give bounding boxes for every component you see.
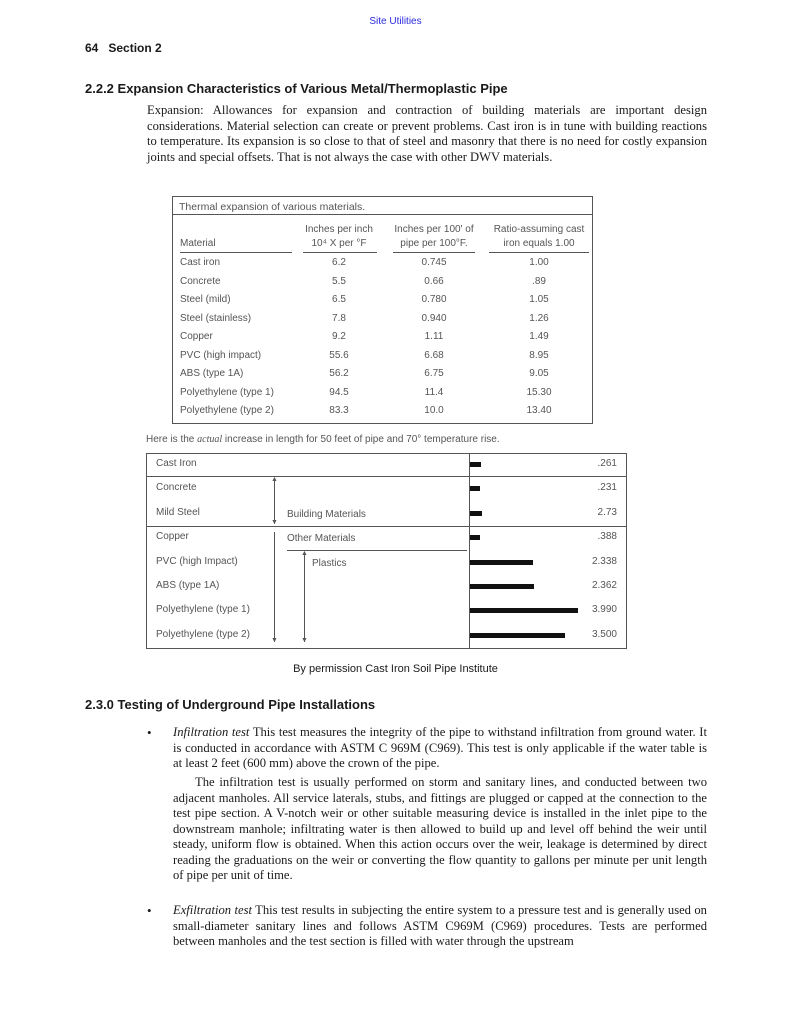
chart-bar <box>470 462 481 467</box>
expansion-comparison-chart <box>146 453 627 649</box>
cell-ratio: 1.26 <box>529 312 549 324</box>
cell-ratio: 1.00 <box>529 257 549 268</box>
cell-ratio: 1.05 <box>529 294 549 305</box>
cell-in-per-in: 56.2 <box>329 368 349 379</box>
cell-in-per-in: 94.5 <box>329 386 349 398</box>
building-materials-arrow <box>274 480 275 524</box>
col-header-ratio-2: iron equals 1.00 <box>503 238 575 249</box>
cell-in-per-in: 7.8 <box>332 312 346 324</box>
chart-credit: By permission Cast Iron Soil Pipe Institute <box>293 663 498 675</box>
cell-material: ABS (type 1A) <box>180 368 244 379</box>
cell-material: Cast iron <box>180 257 221 268</box>
section-222-heading: 2.2.2 Expansion Characteristics of Various Metal/Thermoplastic Pipe <box>85 81 508 96</box>
running-head: Site Utilities <box>369 16 422 27</box>
bullet-2-marker: • <box>147 903 152 918</box>
chart-value-label: .388 <box>597 531 617 542</box>
cell-in-per-100: 0.66 <box>424 275 444 287</box>
rule-after-cast-iron <box>147 476 626 477</box>
cell-ratio: 15.30 <box>526 386 552 398</box>
group-plastics: Plastics <box>312 558 347 569</box>
cell-material: Polyethylene (type 1) <box>180 386 274 398</box>
chart-category-label: Polyethylene (type 1) <box>156 604 250 615</box>
other-arrow-down: ▼ <box>271 637 278 644</box>
infiltration-paragraph-2: The infiltration test is usually performed on storm and sanitary lines, and conducted between two adjacent manholes. All service laterals, stubs, and fittings are plugged or capped at the connection to the test pipe section. A V-notch weir or other suitable measuring device is installed in the inlet pipe to the downstream manhole; infiltrating water is then allowed to build up and level off behind the weir until steady, uniform flow is obtained. When this action occurs over the weir, leakage is determined by direct reading the graduations on the weir or converting the flow quantity to gallons per minute per unit length of pipe per unit of time. <box>173 775 707 882</box>
cell-in-per-100: 6.68 <box>424 349 444 361</box>
chart-value-label: .261 <box>597 458 617 469</box>
table-caption: Thermal expansion of various materials. <box>179 201 366 213</box>
chart-intro-before: Here is the <box>146 434 198 445</box>
rule-building-materials <box>147 526 626 527</box>
cell-in-per-100: 1.11 <box>424 331 444 342</box>
chart-bar <box>470 535 480 540</box>
chart-value-label: 2.362 <box>591 580 617 591</box>
chart-category-label: Mild Steel <box>156 507 200 518</box>
cell-material: Steel (stainless) <box>180 312 252 324</box>
col-header-in-per-100-2: pipe per 100°F. <box>400 238 468 249</box>
section-230-heading: 2.3.0 Testing of Underground Pipe Installations <box>85 697 376 712</box>
header-rule-in-per-100 <box>393 252 475 253</box>
cell-in-per-in: 83.3 <box>329 405 349 416</box>
cell-in-per-100: 6.75 <box>424 368 444 379</box>
bullet-1-marker: • <box>147 725 152 740</box>
cell-material: Steel (mild) <box>180 294 231 305</box>
cell-ratio: 13.40 <box>526 405 552 416</box>
col-header-ratio-1: Ratio-assuming cast <box>493 224 585 235</box>
chart-category-label: Cast Iron <box>156 458 197 469</box>
chart-value-label: 2.73 <box>597 507 617 518</box>
cell-in-per-100: 0.745 <box>421 257 447 268</box>
cell-ratio: 8.95 <box>529 349 549 361</box>
chart-intro <box>146 434 500 445</box>
cell-ratio: 1.49 <box>529 331 549 342</box>
chart-bar <box>470 560 533 565</box>
cell-in-per-in: 6.5 <box>332 294 346 305</box>
header-rule-material <box>180 252 292 253</box>
chart-category-label: PVC (high Impact) <box>156 556 238 567</box>
cell-ratio: 9.05 <box>529 368 549 379</box>
chart-bar <box>470 511 482 516</box>
rule-other-materials <box>287 550 467 551</box>
table-caption-rule <box>173 214 592 215</box>
chart-value-label: .231 <box>597 482 617 493</box>
header-rule-ratio <box>489 252 589 253</box>
other-materials-arrow <box>274 532 275 642</box>
chart-category-label: Copper <box>156 531 189 542</box>
cell-material: Polyethylene (type 2) <box>180 405 274 416</box>
plastics-arrow-down: ▼ <box>301 637 308 644</box>
thermal-expansion-table <box>172 196 593 424</box>
col-header-in-per-in-1: Inches per inch <box>305 224 373 235</box>
chart-bar <box>470 584 534 589</box>
chart-value-label: 2.338 <box>591 556 617 567</box>
building-arrow-down: ▼ <box>271 519 278 526</box>
exfiltration-text: This test results in subjecting the entire system to a pressure test and is generally used on small-diameter sanitary lines and follows ASTM C969M (C969) procedures. Tests are performed between manholes and the test section is filled with water through the upstream <box>173 903 707 948</box>
cell-material: PVC (high impact) <box>180 349 262 361</box>
chart-bar <box>470 486 480 491</box>
exfiltration-term: Exfiltration test <box>173 903 252 917</box>
col-header-material: Material <box>180 238 216 249</box>
infiltration-text: This test measures the integrity of the pipe to withstand infiltration from ground water. It is conducted in accordance with ASTM C 969M (C969). This test is only applicable if the water table is at least 2 feet (600 mm) above the crown of the pipe. <box>173 725 707 770</box>
group-other-materials: Other Materials <box>287 533 356 544</box>
chart-value-label: 3.500 <box>591 629 617 640</box>
chart-category-label: Concrete <box>156 482 197 493</box>
infiltration-term: Infiltration test <box>173 725 250 739</box>
header-rule-in-per-in <box>303 252 377 253</box>
chart-category-label: ABS (type 1A) <box>156 580 220 591</box>
page-folio <box>85 41 162 55</box>
chart-bar <box>470 633 565 638</box>
plastics-arrow-up: ▲ <box>301 550 308 557</box>
bullet-infiltration <box>173 725 707 772</box>
plastics-arrow <box>304 554 305 642</box>
chart-divider <box>469 454 470 648</box>
cell-material: Concrete <box>180 275 221 287</box>
cell-material: Copper <box>180 331 213 342</box>
page-number: 64 <box>85 41 99 55</box>
cell-in-per-100: 0.780 <box>421 294 447 305</box>
cell-in-per-in: 9.2 <box>332 331 346 342</box>
building-arrow-up: ▲ <box>271 476 278 483</box>
cell-in-per-100: 0.940 <box>421 312 447 324</box>
bullet-exfiltration <box>173 903 707 950</box>
group-building-materials: Building Materials <box>287 509 366 520</box>
cell-in-per-in: 55.6 <box>329 349 349 361</box>
chart-category-label: Polyethylene (type 2) <box>156 629 250 640</box>
cell-in-per-100: 10.0 <box>424 405 444 416</box>
section-label: Section 2 <box>108 41 162 55</box>
cell-in-per-in: 6.2 <box>332 257 346 268</box>
chart-bar <box>470 608 578 613</box>
chart-value-label: 3.990 <box>591 604 617 615</box>
cell-in-per-in: 5.5 <box>332 275 346 287</box>
col-header-in-per-100-1: Inches per 100' of <box>394 224 474 235</box>
chart-intro-after: increase in length for 50 feet of pipe and 70° temperature rise. <box>222 434 500 445</box>
col-header-in-per-in-2: 10⁴ X per °F <box>311 238 367 249</box>
cell-in-per-100: 11.4 <box>424 386 444 398</box>
chart-intro-emphasis: actual <box>197 434 223 445</box>
cell-ratio: .89 <box>532 275 546 287</box>
expansion-paragraph: Expansion: Allowances for expansion and contraction of building materials are important design considerations. Material selection can create or prevent problems. Cast iron is in tune with building reactions to temperature. Its expansion is so close to that of steel and masonry that there is no need for costly expansion joints and special offsets. That is not always the case with other DWV materials. <box>147 103 707 164</box>
